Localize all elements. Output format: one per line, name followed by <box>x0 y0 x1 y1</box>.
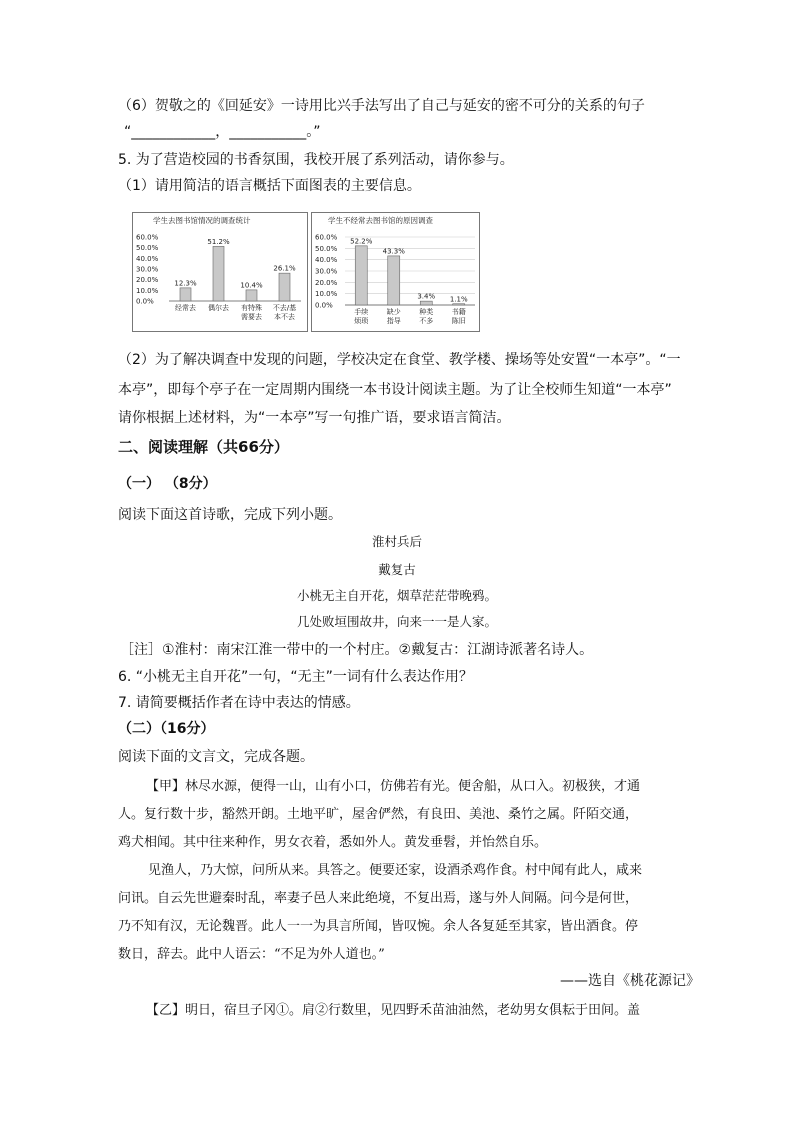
part1-intro: 阅读下面这首诗歌，完成下列小题。 <box>118 507 342 523</box>
part1-heading: （一） （8分） <box>118 476 217 492</box>
chart0-category-label: 偶尔去 <box>208 304 229 312</box>
chart1-bar <box>388 256 400 305</box>
chart0-ytick: 0.0% <box>136 297 154 306</box>
q5-sub2-line2: 本亭”，即每个亭子在一定周期内围绕一本书设计阅读主题。为了让全校师生知道“一本亭” <box>118 382 672 398</box>
chart0-category-label: 有特殊 <box>241 304 262 312</box>
q5-sub2-line3: 请你根据上述材料，为“一本亭”写一句推广语，要求语言简洁。 <box>118 410 511 426</box>
section-heading: 二、阅读理解（共66分） <box>118 438 289 456</box>
chart-reasons <box>311 212 480 332</box>
poem-title: 淮村兵后 <box>371 534 422 549</box>
part2-heading: （二）（16分） <box>118 721 215 737</box>
yi-line1: 【乙】明日，宿旦子冈①。肩②行数里，见四野禾苗油油然，老幼男女俱耘于田间。盖 <box>146 1003 641 1018</box>
chart0-data-label: 10.4% <box>240 281 263 290</box>
chart0-ytick: 40.0% <box>136 254 159 263</box>
chart1-data-label: 52.2% <box>350 237 373 246</box>
chart0-bar <box>279 273 290 301</box>
chart1-bar <box>420 301 432 305</box>
chart0-ytick: 20.0% <box>136 276 159 285</box>
chart1-data-label: 1.1% <box>449 295 468 304</box>
jia-line5: 问讯。自云先世避秦时乱，率妻子邑人来此绝境，不复出焉，遂与外人间隔。问今是何世， <box>118 891 639 906</box>
chart0-data-label: 26.1% <box>273 264 296 273</box>
chart0-category-label: 本不去 <box>274 313 295 321</box>
q6-text-line1: （6）贺敬之的《回延安》一诗用比兴手法写出了自己与延安的密不可分的关系的句子 <box>118 98 645 114</box>
jia-line6: 乃不知有汉，无论魏晋。此人一一为具言所闻，皆叹惋。余人各复延至其家，皆出酒食。停 <box>118 919 639 934</box>
chart1-ytick: 20.0% <box>315 278 338 287</box>
poem-note: ［注］①淮村：南宋江淮一带中的一个村庄。②戴复古：江湖诗派著名诗人。 <box>120 642 594 658</box>
chart1-category-label: 指导 <box>386 317 401 325</box>
chart1-category-label: 手续 <box>354 308 369 316</box>
chart1-data-label: 3.4% <box>417 292 436 301</box>
chart1-category-label: 不多 <box>419 317 434 325</box>
chart0-ytick: 50.0% <box>136 244 159 253</box>
chart1-ytick: 60.0% <box>315 233 338 242</box>
chart1-data-label: 43.3% <box>382 247 405 256</box>
jia-line4: 见渔人，乃大惊，问所从来。具答之。便要还家，设酒杀鸡作食。村中闻有此人，咸来 <box>148 863 643 878</box>
chart1-ytick: 30.0% <box>315 267 338 276</box>
chart1-category-label: 烦琐 <box>354 317 369 325</box>
chart1-category-label: 缺少 <box>386 308 401 316</box>
chart0-category-label: 需要去 <box>241 313 262 321</box>
chart0-data-label: 12.3% <box>174 279 197 288</box>
chart1-category-label: 种类 <box>419 308 434 316</box>
chart0-ytick: 10.0% <box>136 286 159 295</box>
chart1-title: 学生不经常去图书馆的原因调查 <box>328 216 433 225</box>
poem-line1: 小桃无主自开花，烟草茫茫带晚鸦。 <box>296 588 497 603</box>
question-6: 6. “小桃无主自开花”一句，“无主”一词有什么表达作用？ <box>118 669 473 685</box>
q5-sub2-line1: （2）为了解决调查中发现的问题，学校决定在食堂、教学楼、操场等处安置“一本亭”。“一 <box>118 352 681 368</box>
chart1-category-label: 书籍 <box>451 308 466 316</box>
chart0-bar <box>180 288 191 301</box>
chart0-ytick: 30.0% <box>136 265 159 274</box>
question-7: 7. 请简要概括作者在诗中表达的情感。 <box>118 695 360 711</box>
q5-title: 5. 为了营造校园的书香氛围，我校开展了系列活动，请你参与。 <box>118 152 514 168</box>
q6-text-line2: “____________，___________。” <box>124 124 321 140</box>
source-citation: ——选自《桃花源记》 <box>560 973 700 989</box>
chart1-ytick: 50.0% <box>315 244 338 253</box>
chart1-ytick: 10.0% <box>315 290 338 299</box>
chart-library-visits-svg <box>133 213 307 331</box>
poem-line2: 几处败垣围故井，向来一一是人家。 <box>296 614 497 629</box>
chart0-category-label: 不去/基 <box>272 304 297 312</box>
jia-line7: 数日，辞去。此中人语云：“不足为外人道也。” <box>118 947 385 962</box>
chart1-ytick: 40.0% <box>315 256 338 265</box>
chart1-bar <box>453 304 465 305</box>
chart0-title: 学生去图书馆情况的调查统计 <box>153 216 251 225</box>
jia-line2: 人。复行数十步，豁然开朗。土地平旷，屋舍俨然，有良田、美池、桑竹之属。阡陌交通， <box>118 807 639 822</box>
chart-library-visits <box>132 212 308 332</box>
poem-author: 戴复古 <box>378 562 416 577</box>
q5-sub1: （1）请用简洁的语言概括下面图表的主要信息。 <box>118 178 421 194</box>
part2-intro: 阅读下面的文言文，完成各题。 <box>118 749 314 765</box>
chart0-bar <box>213 246 224 301</box>
chart0-category-label: 经常去 <box>175 304 196 312</box>
chart0-ytick: 60.0% <box>136 233 159 242</box>
chart1-ytick: 0.0% <box>315 301 333 310</box>
chart0-data-label: 51.2% <box>207 237 230 246</box>
jia-line3: 鸡犬相闻。其中往来种作，男女衣着，悉如外人。黄发垂髫，并怡然自乐。 <box>118 835 548 850</box>
chart0-bar <box>246 290 257 301</box>
jia-line1: 【甲】林尽水源，便得一山，山有小口，仿佛若有光。便舍船，从口入。初极狭，才通 <box>146 779 641 794</box>
chart1-bar <box>355 246 367 305</box>
chart1-category-label: 陈旧 <box>451 317 466 325</box>
chart-reasons-svg <box>312 213 479 331</box>
